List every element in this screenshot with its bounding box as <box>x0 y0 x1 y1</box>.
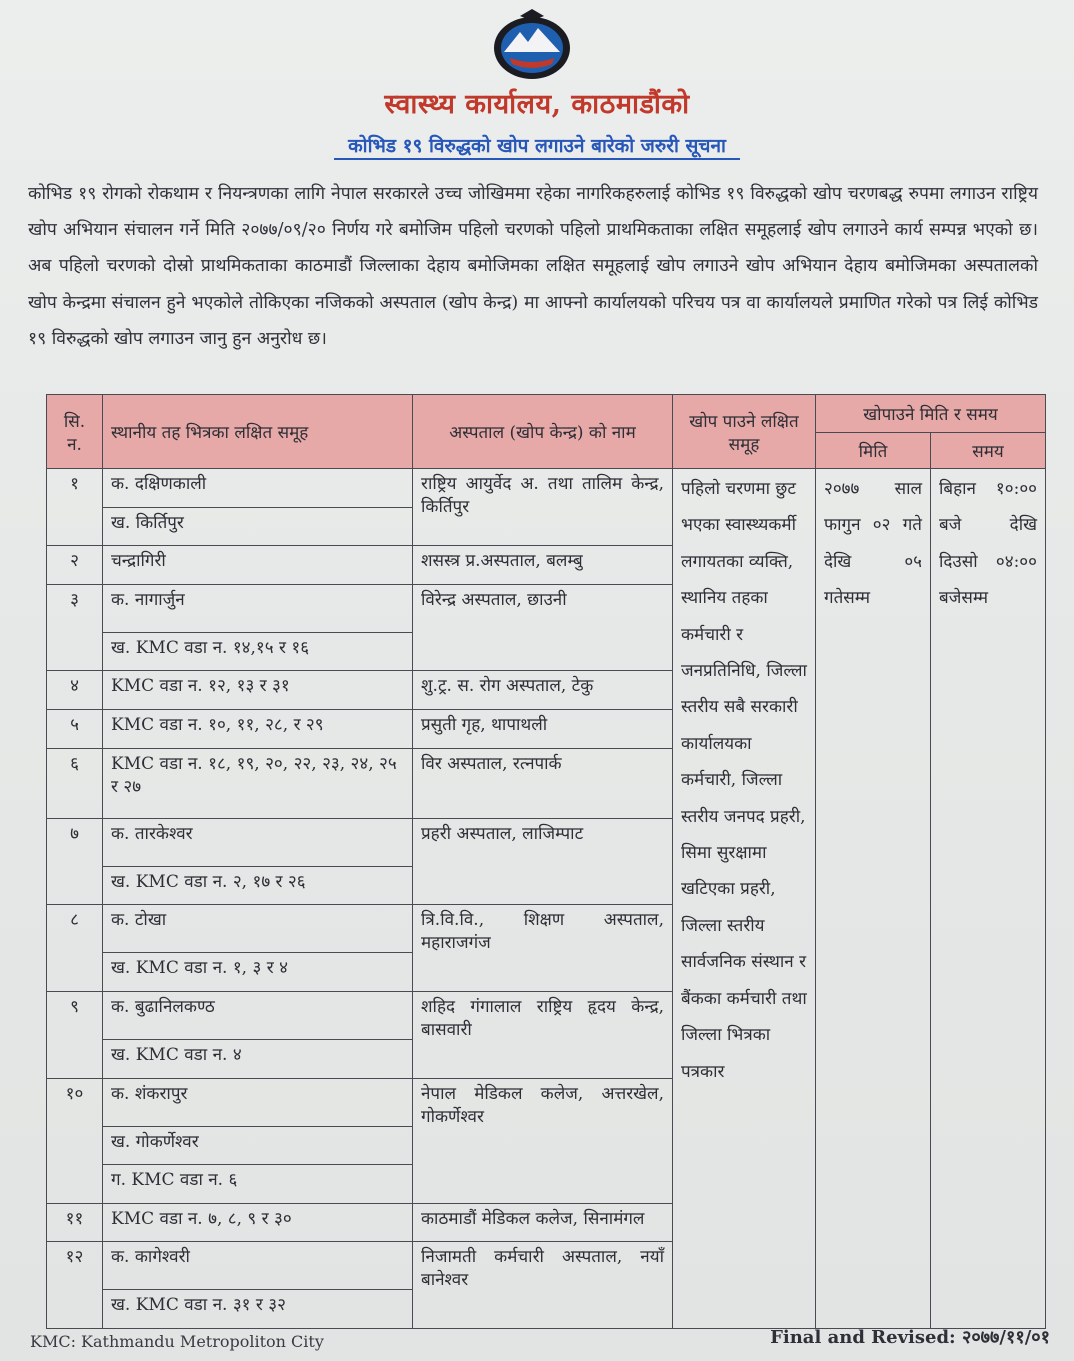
header-serial-number: सि. न. <box>47 395 103 469</box>
local-target-group-cell: KMC वडा न. १८, १९, २०, २२, २३, २४, २५ र २७ <box>103 748 413 818</box>
hospital-cell: शु.ट्र. स. रोग अस्पताल, टेकु <box>413 671 673 710</box>
serial-number-cell: १२ <box>47 1242 103 1329</box>
serial-number-cell: ९ <box>47 992 103 1079</box>
local-target-group-cell: क. बुढानिलकण्ठ <box>103 992 413 1040</box>
serial-number-cell: १ <box>47 469 103 546</box>
serial-number-cell: ६ <box>47 748 103 818</box>
government-emblem-icon <box>490 8 574 82</box>
serial-number-cell: ३ <box>47 584 103 671</box>
time-cell: बिहान १०:०० बजे देखि दिउसो ०४:०० बजेसम्म <box>931 469 1046 1329</box>
serial-number-cell: ४ <box>47 671 103 710</box>
office-title: स्वास्थ्य कार्यालय, काठमाडौंको <box>384 89 690 120</box>
date-cell: २०७७ साल फागुन ०२ गते देखि ०५ गतेसम्म <box>816 469 931 1329</box>
header-hospital: अस्पताल (खोप केन्द्र) को नाम <box>413 395 673 469</box>
hospital-cell: राष्ट्रिय आयुर्वेद अ. तथा तालिम केन्द्र, किर्तिपुर <box>413 469 673 546</box>
hospital-cell: प्रसुती गृह, थापाथली <box>413 709 673 748</box>
vaccination-schedule-table <box>46 394 1046 1329</box>
serial-number-cell: ७ <box>47 818 103 905</box>
local-target-group-cell: क. शंकरापुर <box>103 1078 413 1126</box>
hospital-cell: नेपाल मेडिकल कलेज, अत्तरखेल, गोकर्णेश्वर <box>413 1078 673 1203</box>
notice-title <box>0 132 1074 158</box>
table-row <box>47 469 1046 508</box>
hospital-cell: काठमाडौं मेडिकल कलेज, सिनामंगल <box>413 1203 673 1242</box>
local-target-group-cell: ख. गोकर्णेश्वर <box>103 1126 413 1165</box>
local-target-group-cell: ख. KMC वडा न. १, ३ र ४ <box>103 953 413 992</box>
header-time: समय <box>931 433 1046 469</box>
local-target-group-cell: ख. किर्तिपुर <box>103 507 413 546</box>
local-target-group-cell: KMC वडा न. ७, ८, ९ र ३० <box>103 1203 413 1242</box>
local-target-group-cell: ख. KMC वडा न. ३१ र ३२ <box>103 1290 413 1329</box>
local-target-group-cell: ख. KMC वडा न. १४,१५ र १६ <box>103 632 413 671</box>
header-date: मिति <box>816 433 931 469</box>
hospital-cell: त्रि.वि.वि., शिक्षण अस्पताल, महाराजगंज <box>413 905 673 992</box>
serial-number-cell: २ <box>47 546 103 585</box>
local-target-group-cell: क. नागार्जुन <box>103 584 413 632</box>
serial-number-cell: ८ <box>47 905 103 992</box>
local-target-group-cell: ख. KMC वडा न. २, १७ र २६ <box>103 866 413 905</box>
local-target-group-cell: ग. KMC वडा न. ६ <box>103 1165 413 1204</box>
header-local-target-group: स्थानीय तह भित्रका लक्षित समूह <box>103 395 413 469</box>
local-target-group-cell: क. टोखा <box>103 905 413 953</box>
local-target-group-cell: क. तारकेश्वर <box>103 818 413 866</box>
revision-note: Final and Revised: २०७७/११/०१ <box>770 1327 1050 1348</box>
hospital-cell: प्रहरी अस्पताल, लाजिम्पाट <box>413 818 673 905</box>
serial-number-cell: १० <box>47 1078 103 1203</box>
serial-number-cell: ११ <box>47 1203 103 1242</box>
local-target-group-cell: क. कागेश्वरी <box>103 1242 413 1290</box>
table-body <box>47 469 1046 1329</box>
hospital-cell: शसस्त्र प्र.अस्पताल, बलम्बु <box>413 546 673 585</box>
header-date-time: खोपाउने मिति र समय <box>816 395 1046 433</box>
intro-paragraph: कोभिड १९ रोगको रोकथाम र नियन्त्रणका लागि नेपाल सरकारले उच्च जोखिममा रहेका नागरिकहरुलाई कोभिड १९ विरुद्धको खोप चरणबद्ध रुपमा लगाउन राष्ट्रिय खोप अभियान संचालन गर्ने मिति २०७७/०९/२० निर्णय गरे बमोजिम पहिलो चरणको पहिलो प्राथमिकताका लक्षित समूहलाई खोप लगाउने कार्य सम्पन्न भएको छ। अब पहिलो चरणको दोस्रो प्राथमिकताका काठमाडौं जिल्लाका देहाय बमोजिमका लक्षित समूहलाई खोप लगाउने खोप अभियान देहाय बमोजिमका अस्पतालको खोप केन्द्रमा संचालन हुने भएकोले तोकिएका नजिकको अस्पताल (खोप केन्द्र) मा आफ्नो कार्यालयको परिचय पत्र वा कार्यालयले प्रमाणित गरेको पत्र लिई कोभिड १९ विरुद्धको खोप लगाउन जानु हुन अनुरोध छ। <box>28 184 1038 349</box>
hospital-cell: विर अस्पताल, रत्नपार्क <box>413 748 673 818</box>
local-target-group-cell: क. दक्षिणकाली <box>103 469 413 508</box>
abbreviation-note: KMC: Kathmandu Metropoliton City <box>30 1332 324 1351</box>
local-target-group-cell: KMC वडा न. १०, ११, २८, र २९ <box>103 709 413 748</box>
local-target-group-cell: KMC वडा न. १२, १३ र ३१ <box>103 671 413 710</box>
header-target-group: खोप पाउने लक्षित समूह <box>673 395 816 469</box>
serial-number-cell: ५ <box>47 709 103 748</box>
hospital-cell: शहिद गंगालाल राष्ट्रिय हृदय केन्द्र, बासवारी <box>413 992 673 1079</box>
local-target-group-cell: चन्द्रागिरी <box>103 546 413 585</box>
local-target-group-cell: ख. KMC वडा न. ४ <box>103 1039 413 1078</box>
target-group-cell: पहिलो चरणमा छुट भएका स्वास्थ्यकर्मी लगायतका व्यक्ति, स्थानिय तहका कर्मचारी र जनप्रतिनिधि, जिल्ला स्तरीय सबै सरकारी कार्यालयका कर्मचारी, जिल्ला स्तरीय जनपद प्रहरी, सिमा सुरक्षामा खटिएका प्रहरी, जिल्ला स्तरीय सार्वजनिक संस्थान र बैंकका कर्मचारी तथा जिल्ला भित्रका पत्रकार <box>673 469 816 1329</box>
hospital-cell: विरेन्द्र अस्पताल, छाउनी <box>413 584 673 671</box>
hospital-cell: निजामती कर्मचारी अस्पताल, नयाँ बानेश्वर <box>413 1242 673 1329</box>
notice-title-text: कोभिड १९ विरुद्धको खोप लगाउने बारेको जरुरी सूचना <box>334 135 740 160</box>
